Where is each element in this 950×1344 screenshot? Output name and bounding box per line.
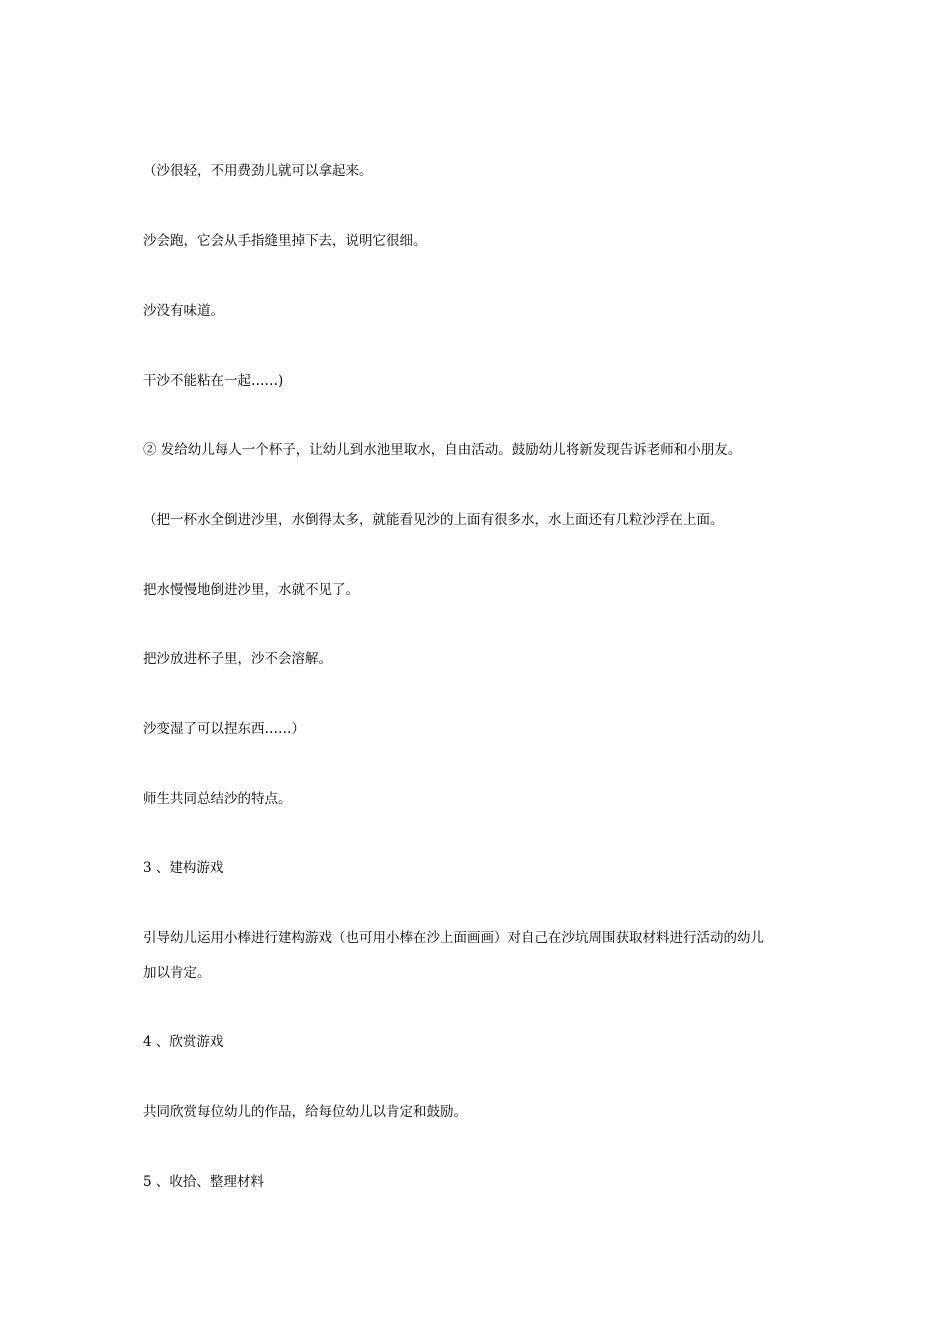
paragraph-summary: 师生共同总结沙的特点。 (143, 791, 292, 807)
paragraph-affirm: 加以肯定。 (143, 965, 211, 981)
section-heading-3: 3 、建构游戏 (143, 860, 224, 876)
paragraph-construct-game: 引导幼儿运用小棒进行建构游戏（也可用小棒在沙上面画画）对自己在沙坑周围获取材料进行活动的幼儿 (143, 930, 764, 946)
paragraph-pour-water: （把一杯水全倒进沙里，水倒得太多，就能看见沙的上面有很多水，水上面还有几粒沙浮在上面。 (143, 512, 724, 528)
paragraph-dry-sand: 干沙不能粘在一起……) (143, 373, 284, 389)
section-heading-4: 4 、欣赏游戏 (143, 1034, 224, 1050)
paragraph-cups-water: ② 发给幼儿每人一个杯子，让幼儿到水池里取水，自由活动。鼓励幼儿将新发现告诉老师和小朋友。 (143, 442, 742, 458)
paragraph-wet-sand: 沙变湿了可以捏东西……） (143, 721, 305, 737)
paragraph-sand-light: （沙很轻，不用费劲儿就可以拿起来。 (143, 163, 373, 179)
paragraph-water-slowly: 把水慢慢地倒进沙里，水就不见了。 (143, 582, 359, 598)
paragraph-sand-in-cup: 把沙放进杯子里，沙不会溶解。 (143, 651, 332, 667)
paragraph-sand-runs: 沙会跑，它会从手指缝里掉下去，说明它很细。 (143, 233, 427, 249)
paragraph-appreciate: 共同欣赏每位幼儿的作品，给每位幼儿以肯定和鼓励。 (143, 1104, 467, 1120)
section-heading-5: 5 、收拾、整理材料 (143, 1174, 264, 1190)
paragraph-sand-no-taste: 沙没有味道。 (143, 303, 224, 319)
